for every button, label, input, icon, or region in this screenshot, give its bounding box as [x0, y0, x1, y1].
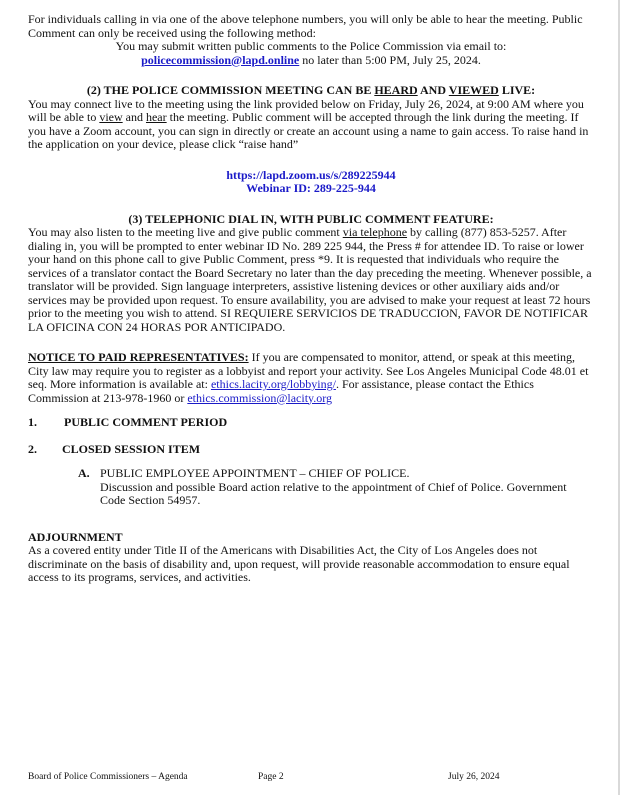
section2-body-b: the meeting. Public comment will be accepted through the link during the meeting. If you have a Zoom account, you can sign in directly or create an account using a name to gain access. To raise hand in the application on your device, please click “raise hand”	[28, 110, 589, 151]
footer-page-number: Page 2	[258, 772, 284, 782]
agenda-item-1-title: PUBLIC COMMENT PERIOD	[64, 415, 228, 429]
deadline-text: no later than 5:00 PM, July 25, 2024.	[299, 52, 481, 67]
notice-paragraph	[28, 351, 594, 405]
subitem-letter: A.	[78, 466, 90, 480]
section2-heading	[28, 84, 594, 98]
and-word-2: and	[122, 110, 146, 124]
via-telephone-word: via telephone	[342, 225, 408, 239]
notice-body-a: If you are compensated to monitor, attend, or speak at this meeting, City law may require you to register as a lobbyist and report your activity. See Los Angeles Municipal Code 48.01 et seq. More information is available at:	[28, 350, 589, 391]
agenda-item-2	[28, 443, 594, 457]
viewed-word: VIEWED	[448, 83, 499, 97]
submit-instructions: You may submit written public comments to the Police Commission via email to:	[115, 39, 507, 53]
notice-body-b: . For assistance, please contact the Ethics Commission at 213-978-1960 or	[28, 377, 534, 405]
intro-paragraph: For individuals calling in via one of the above telephone numbers, you will only be able to hear the meeting. Public Comment can only be received using the following method:	[28, 12, 583, 40]
adjournment-body: As a covered entity under Title II of the Americans with Disabilities Act, the City of Los Angeles does not discriminate on the basis of disability and, upon request, will provide reasonable accommodation to ensure equal access to its programs, services, and activities.	[28, 543, 570, 584]
section2-body	[28, 98, 594, 152]
agenda-item-2-title: CLOSED SESSION ITEM	[62, 442, 201, 456]
hear-word: hear	[145, 110, 167, 124]
subitem-title: PUBLIC EMPLOYEE APPOINTMENT – CHIEF OF POLICE.	[100, 466, 410, 480]
email-line	[28, 54, 594, 68]
zoom-link[interactable]: https://lapd.zoom.us/s/289225944	[226, 167, 396, 182]
lobbying-link[interactable]: ethics.lacity.org/lobbying/	[210, 377, 336, 391]
agenda-item-1-number: 1.	[28, 415, 37, 429]
notice-heading: NOTICE TO PAID REPRESENTATIVES:	[28, 350, 249, 364]
section3-heading: (3) TELEPHONIC DIAL IN, WITH PUBLIC COMMENT FEATURE:	[128, 211, 494, 226]
document-body	[28, 13, 594, 585]
adjournment-heading: ADJOURNMENT	[28, 529, 123, 544]
section3-body-a: You may also listen to the meeting live and give public comment	[28, 225, 343, 239]
heard-word: HEARD	[374, 83, 418, 97]
ethics-email-link[interactable]: ethics.commission@lacity.org	[187, 390, 333, 405]
agenda-item-2-number: 2.	[28, 442, 37, 456]
section3-body	[28, 226, 594, 334]
section2-heading-text: (2) THE POLICE COMMISSION MEETING CAN BE	[86, 83, 375, 97]
footer-left: Board of Police Commissioners – Agenda	[28, 772, 188, 782]
agenda-subitem-a	[78, 466, 594, 508]
commission-email-link[interactable]: policecommission@lapd.online	[141, 52, 300, 67]
webinar-id: Webinar ID: 289-225-944	[246, 181, 376, 195]
and-word: AND	[417, 83, 449, 97]
section3-body-b: by calling (877) 853-5257. After dialing in, you will be prompted to enter webinar ID No. 289 225 944, the Press # for attendee ID. To raise or lower your hand on this phone call to give Public Comment, press *9. It is requested that individuals who require the services of a translator contact the Board Secretary no later than the day preceding the meeting. Whenever possible, a translator will be provided. Sign language interpreters, assistive listening devices or other auxiliary aids and/or services may be provided upon request. To ensure availability, you are advised to make your request at least 72 hours prior to the meeting you wish to attend. SI REQUIERE SERVICIOS DE TRADUCCION, FAVOR DE NOTIFICAR LA OFICINA CON 24 HORAS POR ANTICIPADO.	[28, 225, 592, 334]
view-word: view	[99, 110, 123, 124]
section2-body-a: You may connect live to the meeting using the link provided below on Friday, July 26, 2024, at 9:00 AM where you will be able to	[28, 96, 584, 124]
subitem-body: Discussion and possible Board action relative to the appointment of Chief of Police. Government Code Section 54957.	[100, 479, 567, 507]
live-word: LIVE:	[498, 83, 536, 97]
agenda-item-1	[28, 416, 594, 430]
footer-date: July 26, 2024	[448, 772, 500, 782]
